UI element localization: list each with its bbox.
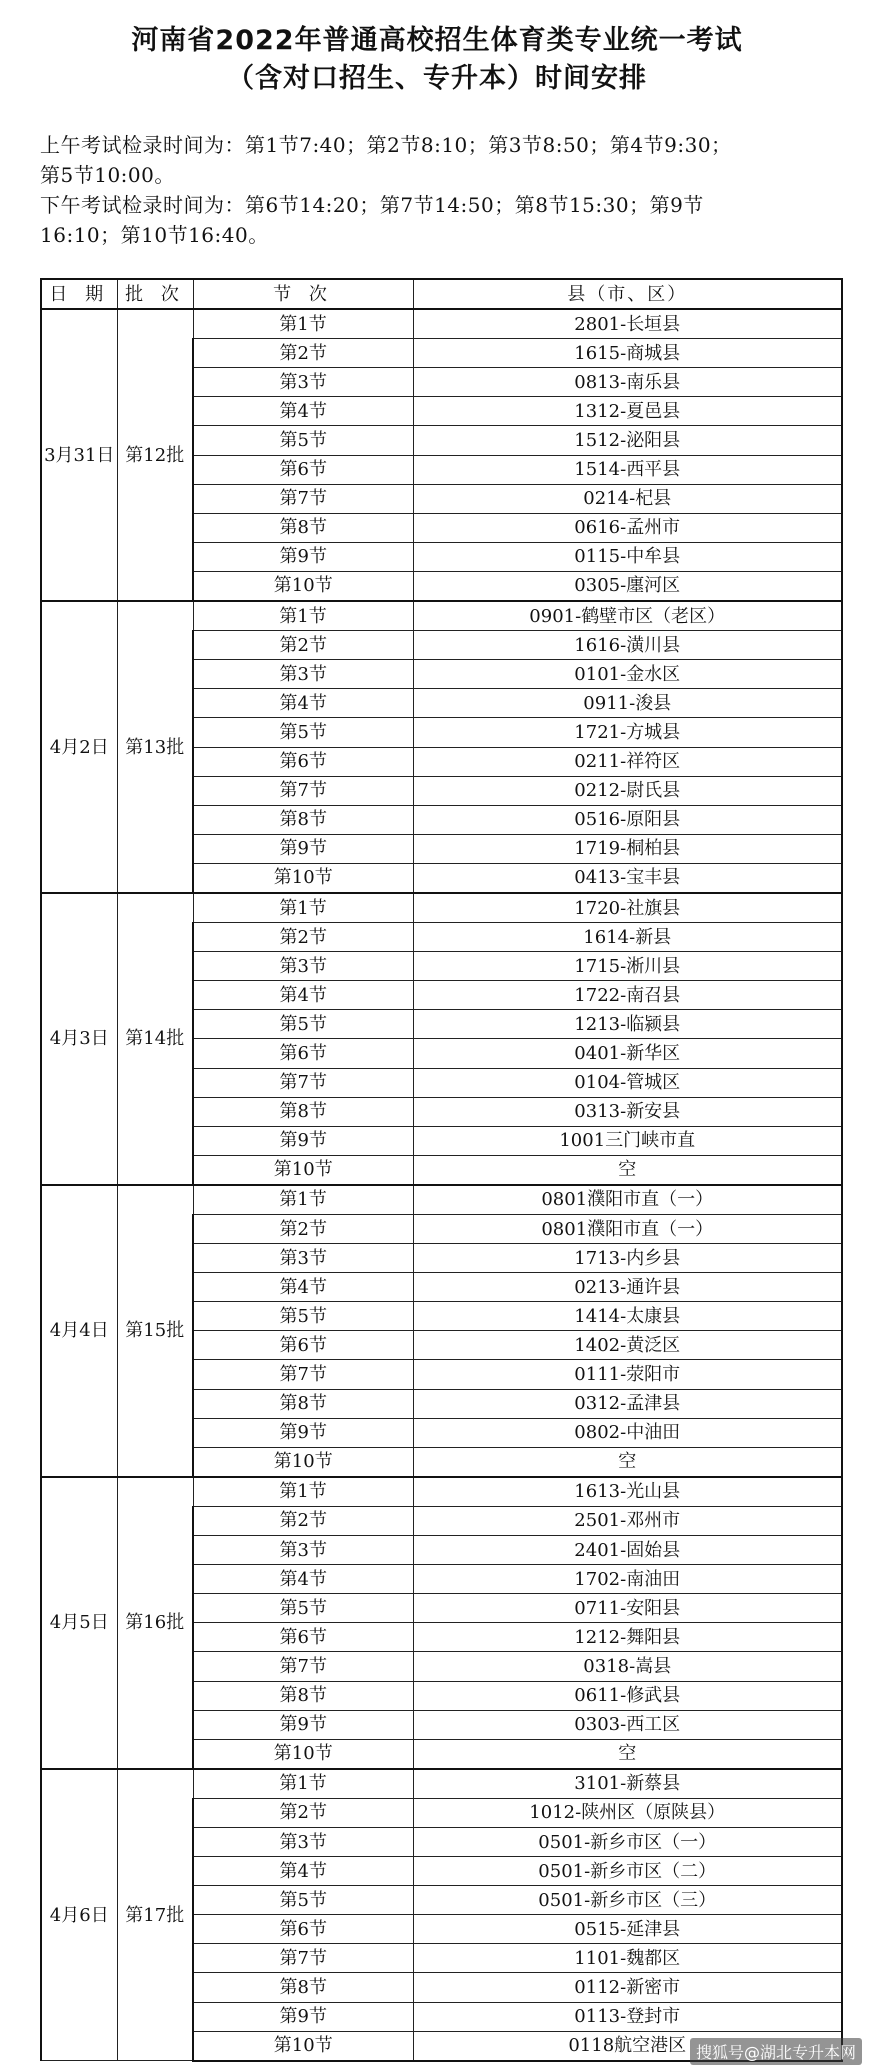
- session-cell: 第10节: [193, 863, 413, 893]
- county-cell: 1615-商城县: [413, 339, 842, 368]
- county-cell: 0312-孟津县: [413, 1389, 842, 1418]
- county-cell: 1414-太康县: [413, 1302, 842, 1331]
- county-cell: 0401-新华区: [413, 1039, 842, 1068]
- session-cell: 第5节: [193, 718, 413, 747]
- county-cell: 0118航空港区: [413, 2031, 842, 2061]
- doc-title-line1: 河南省2022年普通高校招生体育类专业统一考试: [131, 25, 743, 56]
- session-cell: 第9节: [193, 2002, 413, 2031]
- county-cell: 0501-新乡市区（三）: [413, 1886, 842, 1915]
- session-cell: 第6节: [193, 1915, 413, 1944]
- county-cell: 0516-原阳县: [413, 805, 842, 834]
- session-cell: 第9节: [193, 1126, 413, 1155]
- county-cell: 3101-新蔡县: [413, 1769, 842, 1799]
- county-cell: 0313-新安县: [413, 1097, 842, 1126]
- session-cell: 第3节: [193, 952, 413, 981]
- county-cell: 1312-夏邑县: [413, 397, 842, 426]
- county-cell: 0111-荥阳市: [413, 1360, 842, 1389]
- session-cell: 第1节: [193, 1769, 413, 1799]
- session-cell: 第4节: [193, 1565, 413, 1594]
- batch-cell: 第17批: [117, 1769, 193, 2061]
- county-cell: 0801濮阳市直（一）: [413, 1185, 842, 1215]
- session-cell: 第3节: [193, 1827, 413, 1856]
- session-cell: 第10节: [193, 571, 413, 601]
- session-cell: 第9节: [193, 834, 413, 863]
- county-cell: 1702-南油田: [413, 1565, 842, 1594]
- date-cell: 4月3日: [41, 893, 117, 1185]
- session-cell: 第8节: [193, 513, 413, 542]
- session-cell: 第6节: [193, 1039, 413, 1068]
- session-cell: 第9节: [193, 1710, 413, 1739]
- session-cell: 第7节: [193, 776, 413, 805]
- county-cell: 0616-孟州市: [413, 513, 842, 542]
- county-cell: 0303-西工区: [413, 1710, 842, 1739]
- county-cell: 0214-杞县: [413, 484, 842, 513]
- session-cell: 第6节: [193, 747, 413, 776]
- county-cell: 1614-新县: [413, 923, 842, 952]
- session-cell: 第2节: [193, 339, 413, 368]
- county-cell: 0413-宝丰县: [413, 863, 842, 893]
- county-cell: 0305-廛河区: [413, 571, 842, 601]
- county-cell: 2401-固始县: [413, 1536, 842, 1565]
- county-cell: 1514-西平县: [413, 455, 842, 484]
- session-cell: 第1节: [193, 893, 413, 923]
- county-cell: 0501-新乡市区（一）: [413, 1827, 842, 1856]
- batch-cell: 第14批: [117, 893, 193, 1185]
- county-cell: 空: [413, 1739, 842, 1769]
- county-cell: 0515-延津县: [413, 1915, 842, 1944]
- session-cell: 第8节: [193, 1681, 413, 1710]
- county-cell: 1101-魏都区: [413, 1944, 842, 1973]
- session-cell: 第2节: [193, 1798, 413, 1827]
- table-row: [41, 893, 842, 923]
- county-cell: 0115-中牟县: [413, 542, 842, 571]
- county-cell: 1713-内乡县: [413, 1244, 842, 1273]
- session-cell: 第1节: [193, 1185, 413, 1215]
- date-cell: 4月2日: [41, 601, 117, 893]
- county-cell: 空: [413, 1155, 842, 1185]
- header-county: 县（市、区）: [413, 279, 842, 309]
- county-cell: 1616-潢川县: [413, 631, 842, 660]
- county-cell: 0901-鹤壁市区（老区）: [413, 601, 842, 631]
- session-cell: 第4节: [193, 1273, 413, 1302]
- county-cell: 0813-南乐县: [413, 368, 842, 397]
- watermark: 搜狐号@湖北专升本网: [690, 2038, 862, 2065]
- county-cell: 1402-黄泛区: [413, 1331, 842, 1360]
- session-cell: 第1节: [193, 1477, 413, 1507]
- county-cell: 1722-南召县: [413, 981, 842, 1010]
- session-cell: 第7节: [193, 1068, 413, 1097]
- checkin-notes: [40, 130, 840, 250]
- session-cell: 第6节: [193, 455, 413, 484]
- session-cell: 第4节: [193, 689, 413, 718]
- session-cell: 第2节: [193, 1215, 413, 1244]
- session-cell: 第2节: [193, 923, 413, 952]
- session-cell: 第8节: [193, 1973, 413, 2002]
- county-cell: 0101-金水区: [413, 660, 842, 689]
- session-cell: 第3节: [193, 1536, 413, 1565]
- session-cell: 第7节: [193, 1360, 413, 1389]
- county-cell: 1213-临颍县: [413, 1010, 842, 1039]
- session-cell: 第5节: [193, 426, 413, 455]
- note-line: 下午考试检录时间为：第6节14:20；第7节14:50；第8节15:30；第9节: [40, 193, 704, 217]
- session-cell: 第6节: [193, 1623, 413, 1652]
- session-cell: 第9节: [193, 1418, 413, 1447]
- session-cell: 第4节: [193, 397, 413, 426]
- date-cell: 4月4日: [41, 1185, 117, 1477]
- county-cell: 0318-嵩县: [413, 1652, 842, 1681]
- county-cell: 1720-社旗县: [413, 893, 842, 923]
- county-cell: 0113-登封市: [413, 2002, 842, 2031]
- county-cell: 1613-光山县: [413, 1477, 842, 1507]
- table-row: [41, 1477, 842, 1507]
- session-cell: 第2节: [193, 1506, 413, 1535]
- batch-cell: 第13批: [117, 601, 193, 893]
- batch-cell: 第16批: [117, 1477, 193, 1769]
- session-cell: 第9节: [193, 542, 413, 571]
- session-cell: 第7节: [193, 484, 413, 513]
- batch-cell: 第12批: [117, 309, 193, 601]
- note-line: 上午考试检录时间为：第1节7:40；第2节8:10；第3节8:50；第4节9:30；: [40, 133, 732, 157]
- county-cell: 0911-浚县: [413, 689, 842, 718]
- county-cell: 0213-通许县: [413, 1273, 842, 1302]
- batch-cell: 第15批: [117, 1185, 193, 1477]
- county-cell: 0802-中油田: [413, 1418, 842, 1447]
- session-cell: 第5节: [193, 1010, 413, 1039]
- session-cell: 第8节: [193, 1389, 413, 1418]
- county-cell: 1012-陕州区（原陕县）: [413, 1798, 842, 1827]
- county-cell: 2501-邓州市: [413, 1506, 842, 1535]
- schedule-body: [41, 309, 842, 2061]
- note-line: 第5节10:00。: [40, 163, 175, 187]
- date-cell: 4月5日: [41, 1477, 117, 1769]
- header-session: 节 次: [193, 279, 413, 309]
- session-cell: 第10节: [193, 2031, 413, 2061]
- table-row: [41, 1185, 842, 1215]
- county-cell: 1721-方城县: [413, 718, 842, 747]
- session-cell: 第6节: [193, 1331, 413, 1360]
- session-cell: 第4节: [193, 981, 413, 1010]
- session-cell: 第5节: [193, 1302, 413, 1331]
- date-cell: 4月6日: [41, 1769, 117, 2061]
- date-cell: 3月31日: [41, 309, 117, 601]
- session-cell: 第2节: [193, 631, 413, 660]
- session-cell: 第3节: [193, 660, 413, 689]
- table-row: [41, 601, 842, 631]
- county-cell: 0611-修武县: [413, 1681, 842, 1710]
- session-cell: 第10节: [193, 1447, 413, 1477]
- schedule-table: [40, 278, 843, 2062]
- county-cell: 1212-舞阳县: [413, 1623, 842, 1652]
- county-cell: 1001三门峡市直: [413, 1126, 842, 1155]
- session-cell: 第5节: [193, 1594, 413, 1623]
- county-cell: 空: [413, 1447, 842, 1477]
- county-cell: 0212-尉氏县: [413, 776, 842, 805]
- county-cell: 1719-桐柏县: [413, 834, 842, 863]
- county-cell: 0112-新密市: [413, 1973, 842, 2002]
- session-cell: 第7节: [193, 1944, 413, 1973]
- note-line: 16:10；第10节16:40。: [40, 223, 269, 247]
- header-batch: 批 次: [117, 279, 193, 309]
- county-cell: 0211-祥符区: [413, 747, 842, 776]
- session-cell: 第1节: [193, 601, 413, 631]
- table-row: [41, 309, 842, 339]
- session-cell: 第10节: [193, 1155, 413, 1185]
- session-cell: 第1节: [193, 309, 413, 339]
- county-cell: 2801-长垣县: [413, 309, 842, 339]
- county-cell: 1715-淅川县: [413, 952, 842, 981]
- session-cell: 第7节: [193, 1652, 413, 1681]
- county-cell: 0104-管城区: [413, 1068, 842, 1097]
- county-cell: 0711-安阳县: [413, 1594, 842, 1623]
- session-cell: 第4节: [193, 1857, 413, 1886]
- county-cell: 0501-新乡市区（二）: [413, 1857, 842, 1886]
- session-cell: 第8节: [193, 1097, 413, 1126]
- session-cell: 第5节: [193, 1886, 413, 1915]
- table-header-row: [41, 279, 842, 309]
- table-row: [41, 1769, 842, 1799]
- header-date: 日 期: [41, 279, 117, 309]
- county-cell: 1512-泌阳县: [413, 426, 842, 455]
- session-cell: 第10节: [193, 1739, 413, 1769]
- doc-title-line2: （含对口招生、专升本）时间安排: [227, 63, 647, 94]
- session-cell: 第3节: [193, 1244, 413, 1273]
- session-cell: 第3节: [193, 368, 413, 397]
- county-cell: 0801濮阳市直（一）: [413, 1215, 842, 1244]
- session-cell: 第8节: [193, 805, 413, 834]
